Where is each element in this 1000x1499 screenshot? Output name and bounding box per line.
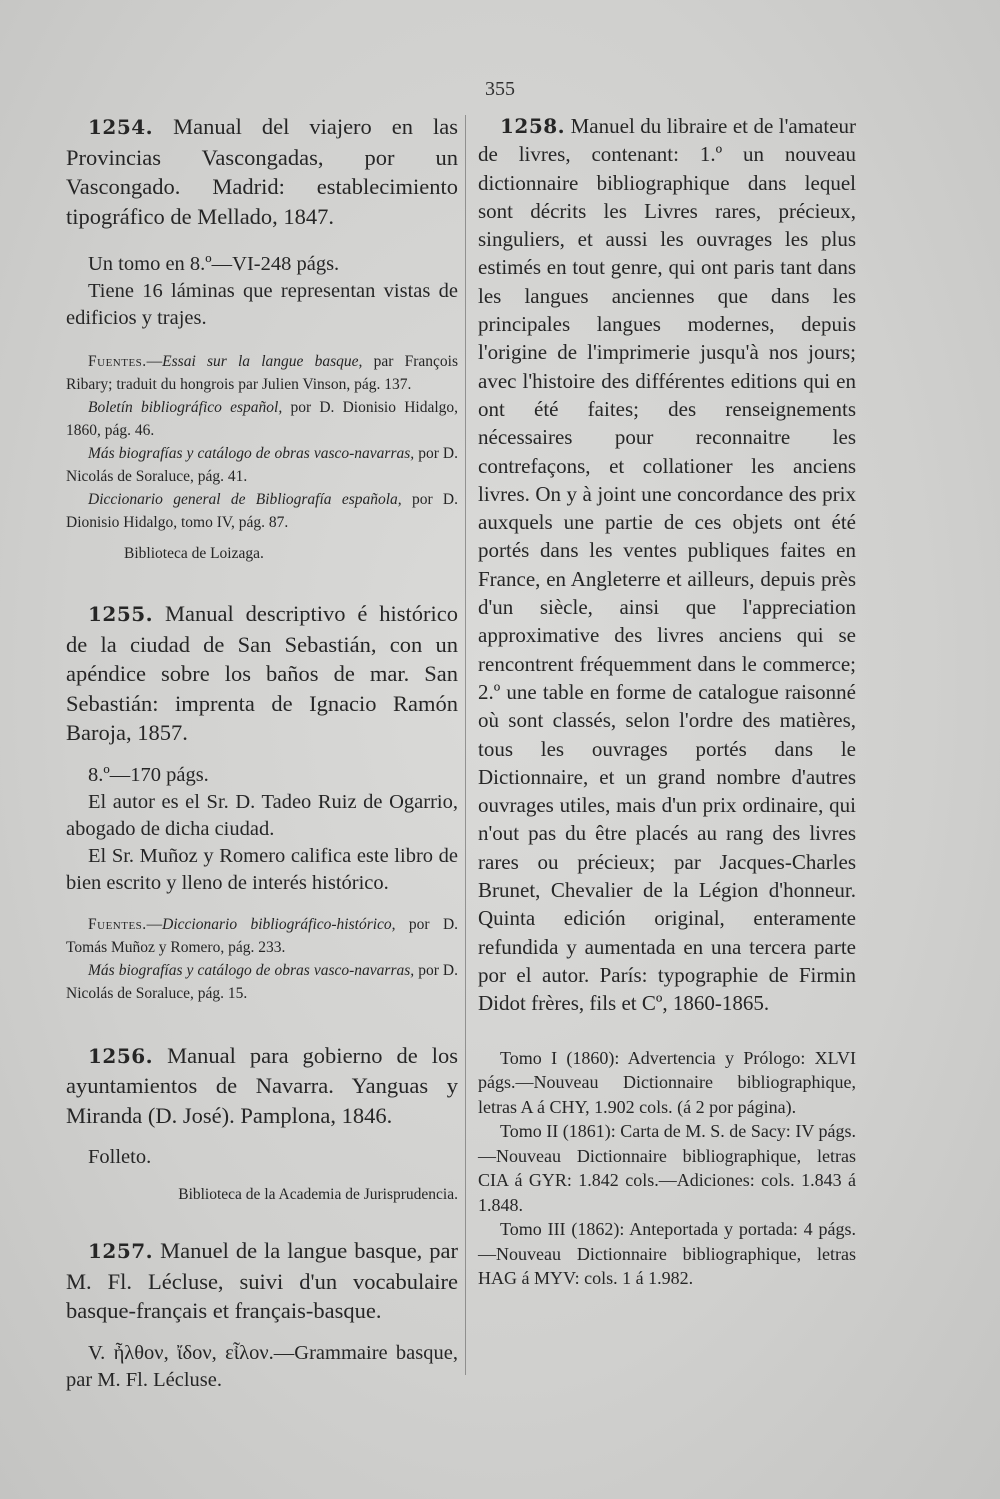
cross-reference: V. ἦλθον, ἴδον, εἶλον.—Grammaire basque, par M. Fl. Lécluse.: [66, 1341, 458, 1391]
entry-number: 1258.: [500, 114, 566, 138]
volume-description: Tomo II (1861): Carta de M. S. de Sacy: IV págs.—Nouveau Dictionnaire bibliographique, letras CIA á GYR: 1.842 cols.—Adiciones: cols. 1.843 á 1.848.: [478, 1121, 856, 1215]
note: Tiene 16 láminas que representan vistas de edificios y trajes.: [66, 280, 458, 329]
source-detail: por D. Dionisio Hidalgo, tomo IV, pág. 87.: [66, 491, 459, 531]
entry-title: Manual descriptivo é histórico de la ciudad de San Sebastián, con un apéndice sobre los baños de mar. San Sebastián: imprenta de Ignacio Ramón Baroja, 1857.: [66, 601, 458, 745]
entry-1256: [66, 1041, 458, 1207]
physical-description: 8.º—170 págs.: [88, 763, 209, 786]
source-title: Diccionario bibliográfico-histórico,: [162, 915, 396, 933]
entry-title: Manual del viajero en las Provincias Vascongadas, por un Vascongado. Madrid: establecimiento tipográfico de Mellado, 1847.: [66, 114, 459, 229]
entry-heading: [66, 1041, 458, 1131]
entry-heading: [66, 112, 458, 231]
source-detail: por D. Nicolás de Soraluce, pág. 41.: [66, 445, 459, 485]
fuentes-label: Fuentes.: [88, 353, 147, 370]
volume-description: Tomo III (1862): Anteportada y portada: 4 págs.—Nouveau Dictionnaire bibliographique, letras HAG á MYV: cols. 1 á 1.982.: [478, 1219, 856, 1288]
source-detail: por D. Nicolás de Soraluce, pág. 15.: [66, 961, 459, 1002]
entry-1257: [66, 1236, 458, 1394]
source-detail: por D. Tomás Muñoz y Romero, pág. 233.: [66, 915, 459, 956]
entry-number: 1256.: [88, 1043, 154, 1068]
entry-number: 1257.: [88, 1239, 154, 1263]
entry-title: Manuel du libraire et de l'amateur de livres, contenant: 1.º un nouveau dictionnaire bibliographique dans lequel sont décrits les Livres rares, précieux, singuliers, et aussi les ouvrages les plus estimés en tout genre, qui ont paris tant dans les langues anciennes que dans les principales langues modernes, depuis l'origine de l'imprimerie jusqu'à nos jours; avec l'histoire des différentes editions qui en ont été faites; des renseignements nécessaires pour reconnaitre les contrefaçons, et collationer les anciens livres. On y à joint une concordance des prix auxquels une partie de ces objets ont été portés dans les ventes publiques faites en France, en Angleterre et ailleurs, depuis près d'un siècle, ainsi que l'appreciation approximative des livres anciens qui se rencontrent fréquemment dans le commerce; 2.º une table en forme de catalogue raisonné où sont classés, selon l'ordre des matières, tous les ouvrages portés dans le Dictionnaire, et un grand nombre d'autres ouvrages utiles, mais d'un prix ordinaire, qui n'out pas du être placés au rang des livres rares ou précieux; par Jacques-Charles Brunet, Chevalier de la Légion d'honneur. Quinta edición original, enteramente refundida y aumentada en una tercera parte por el autor. París: typographie de Firmin Didot frères, fils et Cº, 1860-1865.: [478, 114, 857, 1016]
left-column: [66, 112, 458, 1394]
source-title: Más biografías y catálogo de obras vasco-navarras,: [88, 961, 415, 979]
entry-number: 1255.: [88, 602, 154, 626]
library-location: Biblioteca de la Academia de Jurisprudencia.: [178, 1186, 458, 1203]
source-detail: por D. Dionisio Hidalgo, 1860, pág. 46.: [66, 399, 459, 439]
entry-1258: [478, 112, 856, 1291]
entry-title: Manuel de la langue basque, par M. Fl. Lécluse, suivi d'un vocabulaire basque-français et français-basque.: [66, 1238, 459, 1323]
entry-1254: [66, 112, 458, 565]
library-location: Biblioteca de Loizaga.: [124, 545, 264, 562]
entry-heading: [66, 599, 458, 748]
source-title: Essai sur la langue basque,: [162, 353, 363, 370]
note: El Sr. Muñoz y Romero califica este libro de bien escrito y lleno de interés histórico.: [66, 844, 458, 894]
source-citation: [66, 396, 458, 442]
source-citation: Fuentes.—Essai sur la langue basque, par François Ribary; traduit du hongrois par Julien Vinson, pág. 137.: [66, 353, 458, 393]
column-divider: [465, 115, 466, 1375]
source-citation: Fuentes.—Diccionario bibliográfico-histórico, por D. Tomás Muñoz y Romero, pág. 233.: [66, 915, 459, 956]
note: El autor es el Sr. D. Tadeo Ruiz de Ogarrio, abogado de dicha ciudad.: [66, 790, 458, 840]
entry-number: 1254.: [88, 115, 154, 139]
source-citation: [66, 488, 458, 534]
source-title: Diccionario general de Bibliografía española,: [88, 491, 402, 508]
entry-title: Manual para gobierno de los ayuntamientos de Navarra. Yanguas y Miranda (D. José). Pamplona, 1846.: [66, 1042, 459, 1128]
source-citation: [66, 442, 458, 488]
entry-heading: [66, 1236, 458, 1326]
physical-description: Un tomo en 8.º—VI-248 págs.: [88, 253, 340, 275]
volume-description: Tomo I (1860): Advertencia y Prólogo: XLVI págs.—Nouveau Dictionnaire bibliographique, letras A á CHY, 1.902 cols. (á 2 por página).: [478, 1047, 856, 1117]
fuentes-label: Fuentes.: [88, 915, 147, 933]
right-column: [478, 112, 856, 1291]
page-number: 355: [485, 78, 515, 100]
physical-description: Folleto.: [88, 1146, 152, 1168]
entry-heading: [478, 112, 856, 1018]
source-detail: par François Ribary; traduit du hongrois par Julien Vinson, pág. 137.: [66, 353, 458, 393]
entry-1255: [66, 599, 458, 1005]
source-citation: [66, 959, 458, 1005]
source-title: Más biografías y catálogo de obras vasco-navarras,: [88, 445, 415, 462]
source-title: Boletín bibliográfico español,: [88, 399, 283, 416]
